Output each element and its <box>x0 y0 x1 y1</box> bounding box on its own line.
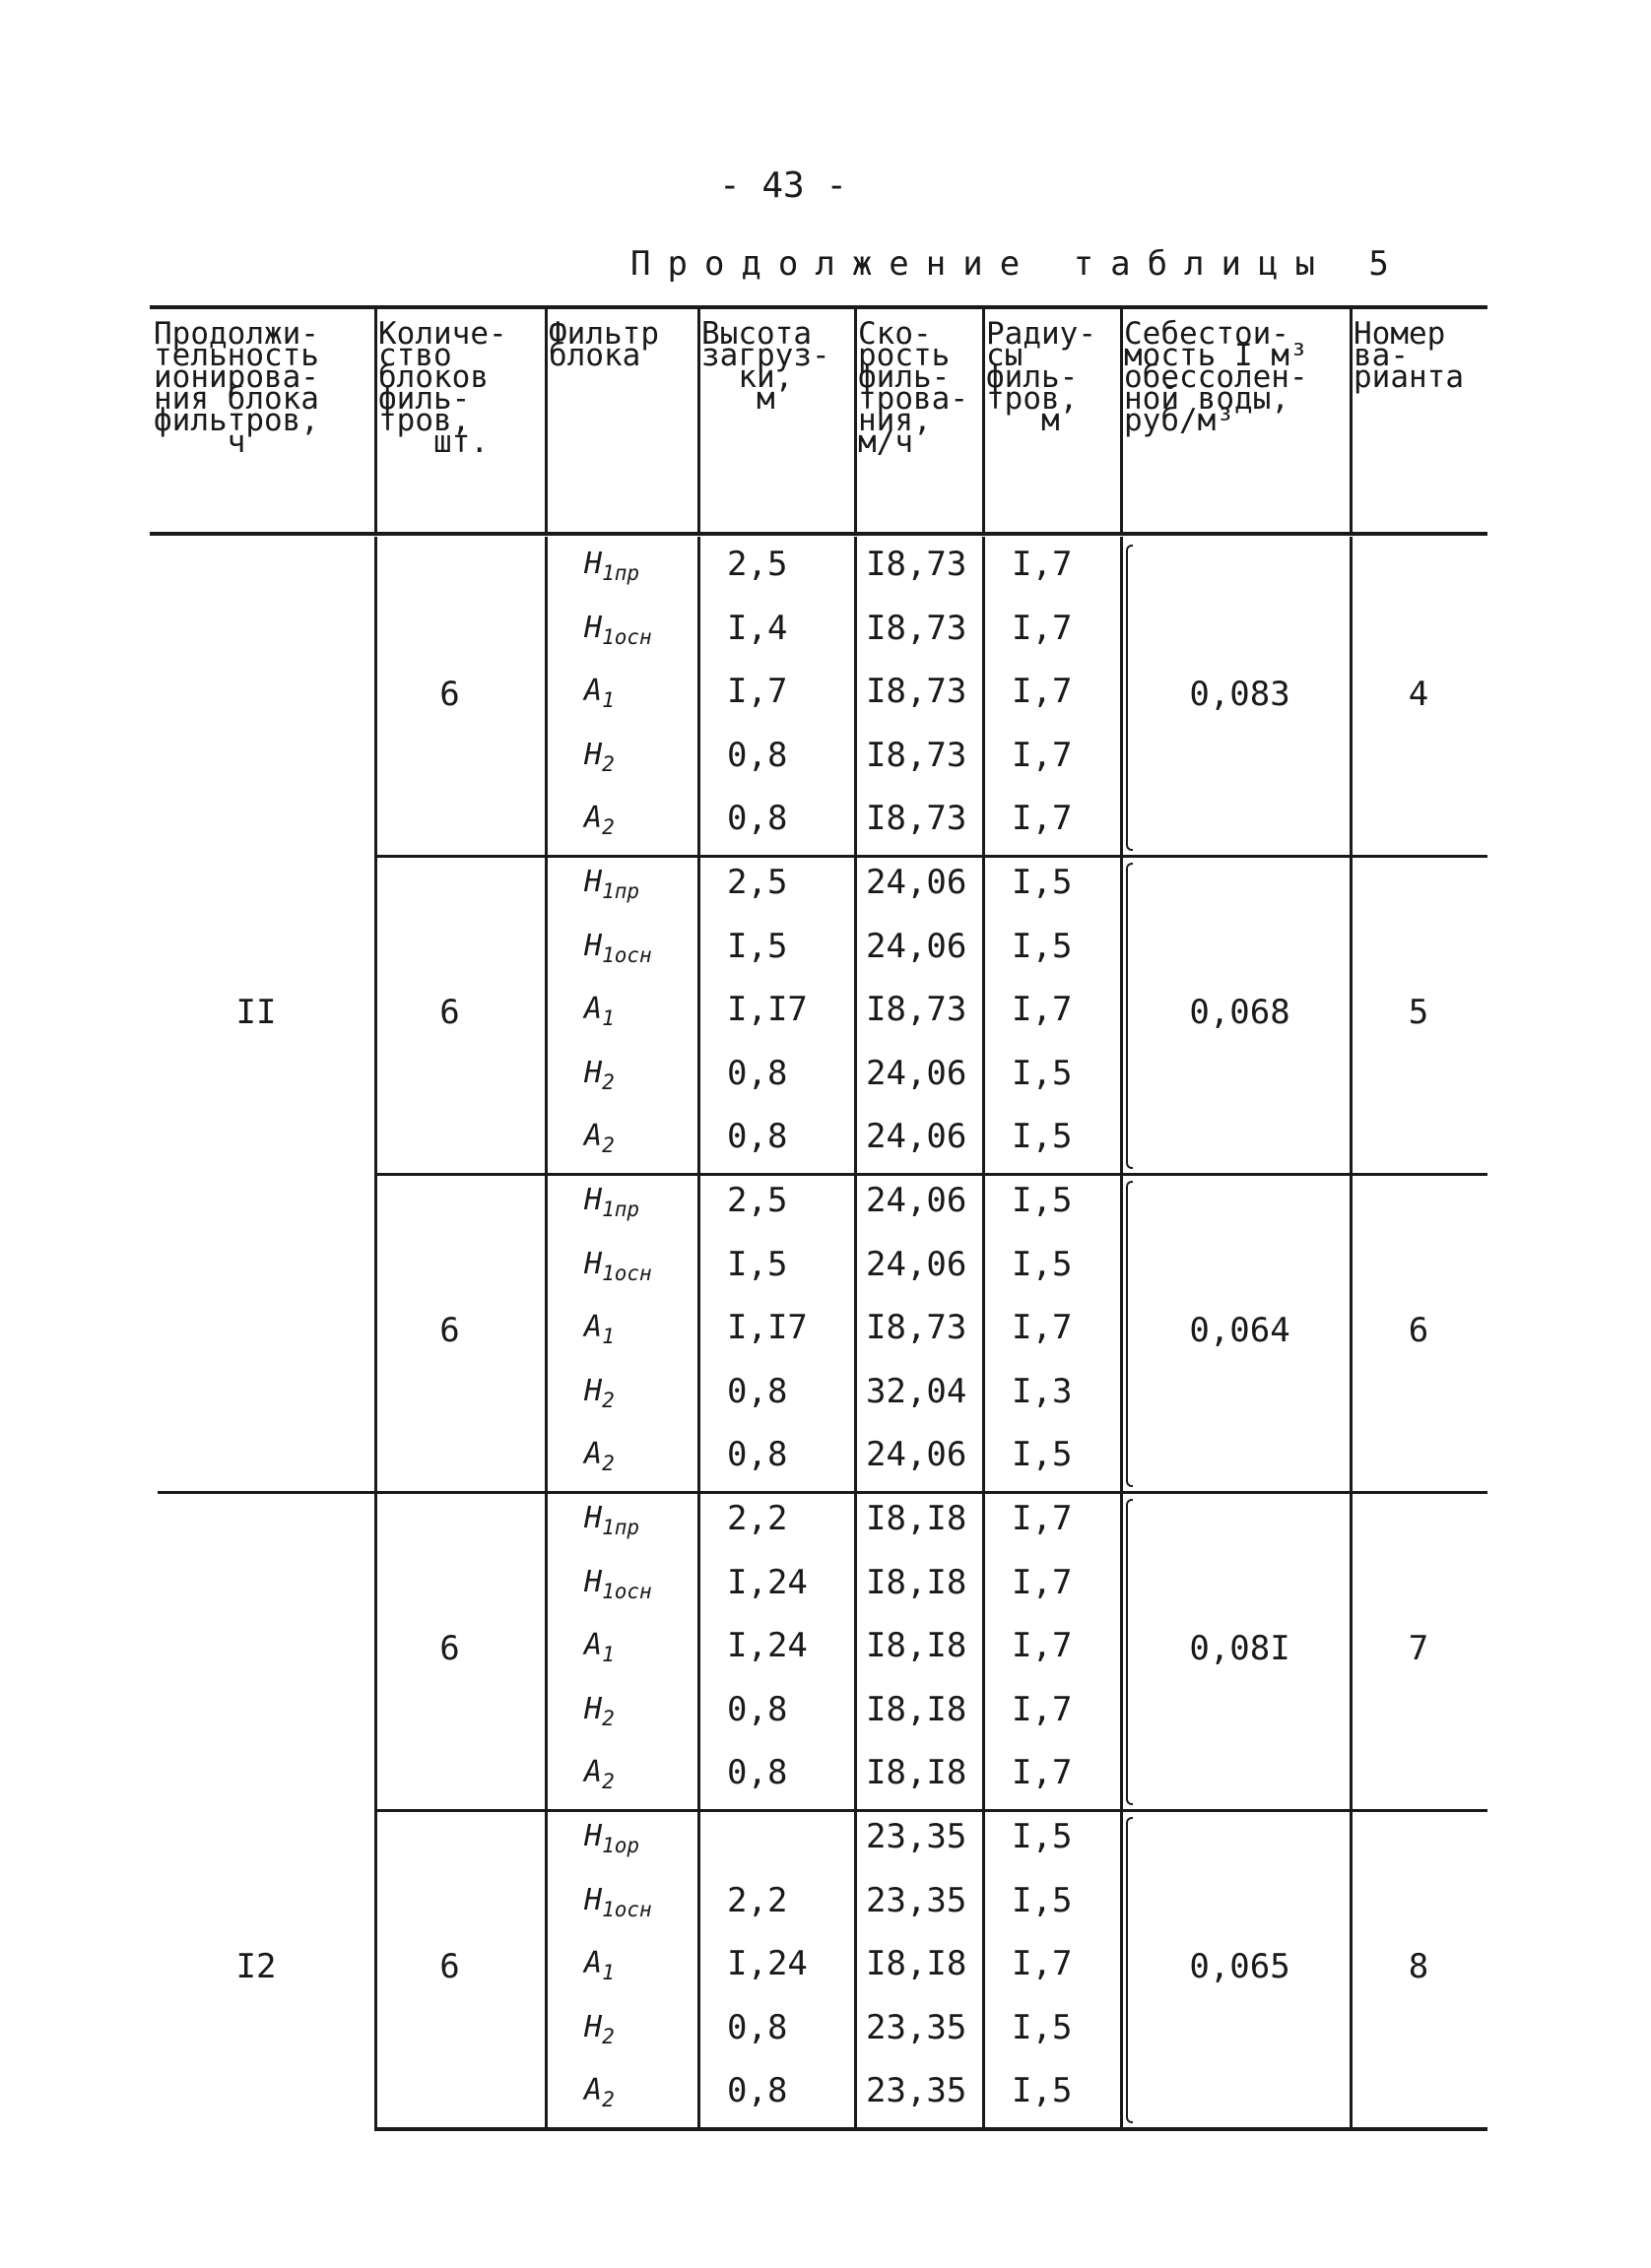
loading-height: I,24 <box>727 1562 808 1602</box>
filtration-speed: I8,73 <box>866 735 967 775</box>
filter-radius: I,7 <box>1012 545 1073 584</box>
filter-label: $A_2$ <box>584 2073 615 2112</box>
filter-label: $H_{1пр}$ <box>584 547 639 585</box>
filter-subscript: 2 <box>602 1134 615 1158</box>
blocks-count: 6 <box>439 1628 460 1668</box>
filter-label: $H_{1осн}$ <box>584 928 652 967</box>
group-separator <box>374 1173 1487 1176</box>
table-bottom-rule <box>374 2127 1487 2131</box>
filter-label: $A_2$ <box>584 1437 615 1476</box>
filtration-speed: 23,35 <box>866 1817 967 1856</box>
filter-radius: I,5 <box>1012 1435 1073 1475</box>
blocks-count: 6 <box>439 992 460 1032</box>
body-column-divider <box>1120 537 1123 2127</box>
loading-height: I,5 <box>727 926 788 966</box>
loading-height: I,I7 <box>727 990 808 1030</box>
header-column-divider <box>982 305 985 532</box>
filtration-speed: 24,06 <box>866 1435 967 1475</box>
filter-subscript: 2 <box>602 815 615 840</box>
filtration-speed: I8,I8 <box>866 1499 967 1538</box>
filter-subscript: 1 <box>602 688 615 713</box>
filtration-speed: I8,73 <box>866 545 967 584</box>
filter-subscript: 1осн <box>602 624 652 649</box>
column-header: Количе- ство блоков филь- тров, шт. <box>378 316 507 460</box>
filter-label: $A_1$ <box>584 992 615 1031</box>
variant-number: 7 <box>1408 1628 1429 1668</box>
filter-radius: I,7 <box>1012 1753 1073 1793</box>
column-header: Ско- рость филь- трова- ния, м/ч <box>858 316 968 460</box>
filter-label: $H_{1пр}$ <box>584 1501 639 1539</box>
filter-label: $A_2$ <box>584 1119 615 1158</box>
filter-label: $H_{1осн}$ <box>584 1564 652 1603</box>
filter-subscript: 1 <box>602 1325 615 1349</box>
header-column-divider <box>697 305 700 532</box>
header-column-divider <box>545 305 548 532</box>
body-column-divider <box>982 537 985 2127</box>
filtration-speed: I8,73 <box>866 1308 967 1348</box>
header-top-rule <box>150 305 1487 309</box>
filter-subscript: 1осн <box>602 1897 652 1921</box>
filtration-speed: 24,06 <box>866 1244 967 1284</box>
filter-radius: I,5 <box>1012 1880 1073 1920</box>
filter-subscript: 1осн <box>602 1579 652 1603</box>
filtration-speed: I8,I8 <box>866 1753 967 1793</box>
page-number: - 43 - <box>718 165 848 206</box>
loading-height: 0,8 <box>727 1435 788 1475</box>
loading-height: 0,8 <box>727 1117 788 1157</box>
body-column-divider <box>697 537 700 2127</box>
filtration-speed: 23,35 <box>866 2007 967 2047</box>
variant-number: 5 <box>1408 992 1429 1032</box>
filter-radius: I,5 <box>1012 1817 1073 1856</box>
filtration-speed: 24,06 <box>866 1053 967 1093</box>
loading-height: 0,8 <box>727 799 788 839</box>
filter-label: $H_{1осн}$ <box>584 1882 652 1921</box>
filter-subscript: 1 <box>602 1006 615 1031</box>
group-separator <box>158 1491 1487 1494</box>
header-column-divider <box>1120 305 1123 532</box>
filter-label: $H_{1пр}$ <box>584 865 639 903</box>
filter-radius: I,5 <box>1012 2071 1073 2111</box>
filter-subscript: 1 <box>602 1961 615 1985</box>
filter-radius: I,7 <box>1012 1689 1073 1729</box>
loading-height: 2,2 <box>727 1499 788 1538</box>
filtration-speed: 23,35 <box>866 1880 967 1920</box>
filtration-speed: 24,06 <box>866 863 967 902</box>
duration-value: I2 <box>235 1946 277 1986</box>
blocks-count: 6 <box>439 1310 460 1350</box>
filter-subscript: 1ор <box>602 1834 639 1857</box>
loading-height: I,24 <box>727 1626 808 1666</box>
filter-label: $H_{1пр}$ <box>584 1183 639 1221</box>
column-header: Себестои- мость I м³ обессолен- ной воды, руб/м³ <box>1124 316 1308 438</box>
cost-value: 0,065 <box>1189 1946 1290 1986</box>
cost-value: 0,083 <box>1189 674 1290 714</box>
cost-value: 0,08I <box>1189 1628 1290 1668</box>
filter-radius: I,7 <box>1012 1499 1073 1538</box>
group-separator <box>374 1809 1487 1812</box>
loading-height: I,I7 <box>727 1308 808 1348</box>
blocks-count: 6 <box>439 674 460 714</box>
filter-subscript: 1осн <box>602 942 652 967</box>
filtration-speed: I8,I8 <box>866 1626 967 1666</box>
filter-radius: I,7 <box>1012 1308 1073 1348</box>
cost-value: 0,068 <box>1189 992 1290 1032</box>
filter-subscript: 1осн <box>602 1261 652 1285</box>
column-header: Высота загруз- ки, м <box>701 316 830 417</box>
filter-radius: I,7 <box>1012 799 1073 839</box>
filter-label: $A_1$ <box>584 1310 615 1349</box>
column-header: Радиу- сы филь- тров, м <box>986 316 1096 438</box>
filtration-speed: 24,06 <box>866 926 967 966</box>
loading-height: 0,8 <box>727 1753 788 1793</box>
filtration-speed: 24,06 <box>866 1117 967 1157</box>
filter-radius: I,7 <box>1012 990 1073 1030</box>
filtration-speed: I8,73 <box>866 608 967 648</box>
variant-number: 8 <box>1408 1946 1429 1986</box>
loading-height: 0,8 <box>727 2007 788 2047</box>
loading-height: I,4 <box>727 608 788 648</box>
filter-radius: I,5 <box>1012 1244 1073 1284</box>
duration-value: II <box>235 992 277 1032</box>
filter-radius: I,5 <box>1012 863 1073 902</box>
filter-subscript: 1пр <box>602 1516 639 1539</box>
loading-height: 0,8 <box>727 1053 788 1093</box>
loading-height: 0,8 <box>727 1689 788 1729</box>
filter-subscript: 2 <box>602 1706 615 1730</box>
filter-label: $H_2$ <box>584 1373 615 1412</box>
filter-radius: I,7 <box>1012 1626 1073 1666</box>
column-header: Фильтр блока <box>549 316 659 373</box>
variant-number: 4 <box>1408 674 1429 714</box>
variant-number: 6 <box>1408 1310 1429 1350</box>
loading-height: 2,5 <box>727 1181 788 1220</box>
loading-height: 2,5 <box>727 863 788 902</box>
filter-subscript: 1пр <box>602 879 639 903</box>
filtration-speed: 23,35 <box>866 2071 967 2111</box>
filter-label: $H_2$ <box>584 2009 615 2048</box>
filtration-speed: I8,I8 <box>866 1944 967 1984</box>
header-column-divider <box>854 305 857 532</box>
filter-label: $H_2$ <box>584 737 615 776</box>
filter-subscript: 2 <box>602 1388 615 1412</box>
filter-subscript: 1 <box>602 1643 615 1667</box>
filter-subscript: 2 <box>602 751 615 776</box>
filter-subscript: 2 <box>602 1452 615 1476</box>
loading-height: 2,5 <box>727 545 788 584</box>
column-header: Продолжи- тельность ионирова- ния блока фильтров, ч <box>154 316 319 460</box>
cost-value: 0,064 <box>1189 1310 1290 1350</box>
filter-subscript: 2 <box>602 1770 615 1794</box>
filtration-speed: I8,I8 <box>866 1689 967 1729</box>
filter-radius: I,7 <box>1012 735 1073 775</box>
filter-radius: I,7 <box>1012 608 1073 648</box>
loading-height: I,7 <box>727 672 788 712</box>
filter-label: $A_1$ <box>584 1946 615 1985</box>
loading-height: I,5 <box>727 1244 788 1284</box>
filter-subscript: 2 <box>602 2088 615 2112</box>
filtration-speed: 32,04 <box>866 1371 967 1411</box>
blocks-count: 6 <box>439 1946 460 1986</box>
loading-height: 0,8 <box>727 735 788 775</box>
filter-radius: I,7 <box>1012 1562 1073 1602</box>
filter-radius: I,5 <box>1012 1117 1073 1157</box>
filter-radius: I,5 <box>1012 2007 1073 2047</box>
filter-label: $A_1$ <box>584 674 615 713</box>
group-separator <box>374 855 1487 858</box>
table-caption: Продолжение таблицы 5 <box>630 244 1406 284</box>
filtration-speed: I8,73 <box>866 672 967 712</box>
filter-subscript: 2 <box>602 2024 615 2048</box>
filter-label: $H_{1ор}$ <box>584 1819 639 1857</box>
header-column-divider <box>1350 305 1353 532</box>
filtration-speed: I8,73 <box>866 990 967 1030</box>
filter-radius: I,7 <box>1012 672 1073 712</box>
loading-height: 0,8 <box>727 2071 788 2111</box>
filter-radius: I,3 <box>1012 1371 1073 1411</box>
filter-radius: I,5 <box>1012 926 1073 966</box>
filter-label: $A_2$ <box>584 801 615 840</box>
filter-radius: I,5 <box>1012 1053 1073 1093</box>
header-bottom-rule <box>150 532 1487 536</box>
header-column-divider <box>374 305 377 532</box>
loading-height: 0,8 <box>727 1371 788 1411</box>
filter-radius: I,5 <box>1012 1181 1073 1220</box>
filter-label: $A_1$ <box>584 1628 615 1667</box>
filtration-speed: I8,73 <box>866 799 967 839</box>
filter-label: $H_2$ <box>584 1055 615 1094</box>
filter-subscript: 1пр <box>602 1198 639 1221</box>
filter-label: $H_{1осн}$ <box>584 610 652 649</box>
filter-subscript: 1пр <box>602 561 639 585</box>
column-header: Номер ва- рианта <box>1354 316 1464 395</box>
filter-label: $H_{1осн}$ <box>584 1246 652 1285</box>
filter-label: $H_2$ <box>584 1691 615 1730</box>
loading-height: 2,2 <box>727 1880 788 1920</box>
filtration-speed: I8,I8 <box>866 1562 967 1602</box>
filter-radius: I,7 <box>1012 1944 1073 1984</box>
filter-label: $A_2$ <box>584 1755 615 1794</box>
filter-subscript: 2 <box>602 1069 615 1094</box>
filtration-speed: 24,06 <box>866 1181 967 1220</box>
loading-height: I,24 <box>727 1944 808 1984</box>
body-column-divider <box>854 537 857 2127</box>
